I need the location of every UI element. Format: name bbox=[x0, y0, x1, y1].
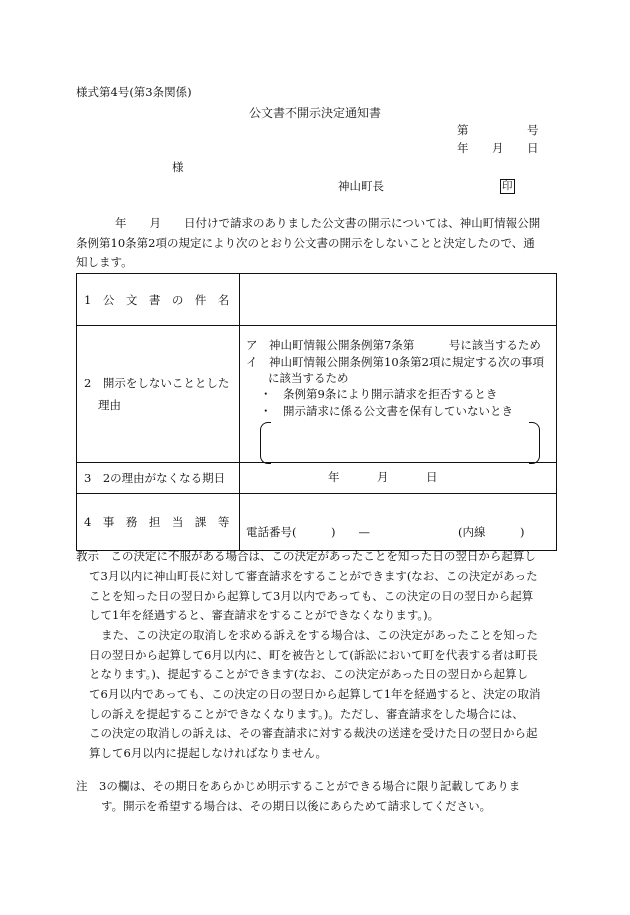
instruction-line: 日の翌日から起算して6月以内に、町を被告として(訴訟において町を代表する者は町長 bbox=[89, 648, 538, 662]
left-bracket bbox=[260, 422, 271, 464]
table-row bbox=[77, 463, 557, 494]
row3-value bbox=[240, 463, 557, 494]
reason-bullet-1: ・ 条例第9条により開示請求を拒否するとき bbox=[260, 387, 498, 401]
phone-label: 電話番号( ) — bbox=[246, 525, 370, 539]
row4-value bbox=[240, 494, 557, 551]
instruction-line: また、この決定の取消しを求める訴えをする場合は、この決定があったことを知った bbox=[101, 628, 538, 642]
number-suffix: 号 bbox=[527, 123, 539, 137]
reason-i: イ 神山町情報公開条例第10条第2項に規定する次の事項 bbox=[246, 355, 544, 369]
row1-value bbox=[240, 274, 557, 326]
row2-label bbox=[77, 326, 240, 463]
instruction-line: 算して6月以内に提起しなければなりません。 bbox=[89, 746, 328, 760]
row3-year: 年 bbox=[328, 470, 340, 484]
row3-month: 月 bbox=[377, 470, 389, 484]
table-row bbox=[77, 326, 557, 463]
number-prefix: 第 bbox=[457, 123, 469, 137]
reason-a: ア 神山町情報公開条例第7条第 号に該当するため bbox=[246, 338, 541, 352]
body-line: 年 月 日付けで請求のありました公文書の開示については、神山町情報公開 bbox=[115, 216, 541, 230]
addressee-sama: 様 bbox=[172, 160, 184, 174]
document-title: 公文書不開示決定通知書 bbox=[249, 106, 382, 120]
table-row bbox=[77, 274, 557, 326]
row1-label: 1 公 文 書 の 件 名 bbox=[77, 274, 240, 326]
instruction-line: て3月以内に神山町長に対して審査請求をすることができます(なお、この決定があった bbox=[89, 569, 538, 583]
date-day: 日 bbox=[527, 141, 539, 155]
instruction-line: て6月以内であっても、この決定の日の翌日から起算して1年を経過すると、決定の取消 bbox=[89, 687, 541, 701]
instruction-line: となります。)、提起することができます(なお、この決定があった日の翌日から起算し bbox=[89, 667, 529, 681]
right-bracket bbox=[529, 422, 540, 464]
row2-label-line2: 理由 bbox=[98, 398, 121, 412]
table-row bbox=[77, 494, 557, 551]
note-line: 注 3の欄は、その期日をあらかじめ明示することができる場合に限り記載してありま bbox=[76, 779, 521, 793]
row3-label: 3 2の理由がなくなる期日 bbox=[77, 463, 240, 494]
row4-label: 4 事 務 担 当 課 等 bbox=[77, 494, 240, 551]
row2-value bbox=[240, 326, 557, 463]
note-line: す。開示を希望する場合は、その期日以後にあらためて請求してください。 bbox=[101, 799, 492, 813]
extension-label: (内線 ) bbox=[458, 525, 525, 539]
row2-label-line1: 2 開示をしないこととした bbox=[84, 376, 230, 390]
issuer-name: 神山町長 bbox=[338, 179, 384, 193]
instruction-line: 教示 この決定に不服がある場合は、この決定があったことを知った日の翌日から起算し bbox=[76, 549, 536, 563]
form-number: 様式第4号(第3条関係) bbox=[76, 85, 192, 99]
seal-mark: 印 bbox=[502, 180, 513, 192]
date-year: 年 bbox=[457, 141, 469, 155]
date-month: 月 bbox=[492, 141, 504, 155]
row3-day: 日 bbox=[426, 470, 438, 484]
instruction-line: ことを知った日の翌日から起算して3月以内であっても、この決定の日の翌日から起算 bbox=[89, 589, 534, 603]
body-line: 条例第10条第2項の規定により次のとおり公文書の開示をしないことと決定したので、通 bbox=[76, 236, 535, 250]
instruction-line: しの訴えを提起することができなくなります。)。ただし、審査請求をした場合には、 bbox=[89, 707, 524, 721]
instruction-line: この決定の取消しの訴えは、その審査請求に対する裁決の送達を受けた日の翌日から起 bbox=[89, 726, 538, 740]
reason-bullet-2: ・ 開示請求に係る公文書を保有していないとき bbox=[260, 404, 513, 418]
reason-i-cont: に該当するため bbox=[268, 371, 349, 385]
body-line: 知します。 bbox=[76, 255, 133, 269]
decision-table bbox=[76, 273, 557, 551]
instruction-line: して1年を経過すると、審査請求をすることができなくなります。)。 bbox=[89, 608, 440, 622]
